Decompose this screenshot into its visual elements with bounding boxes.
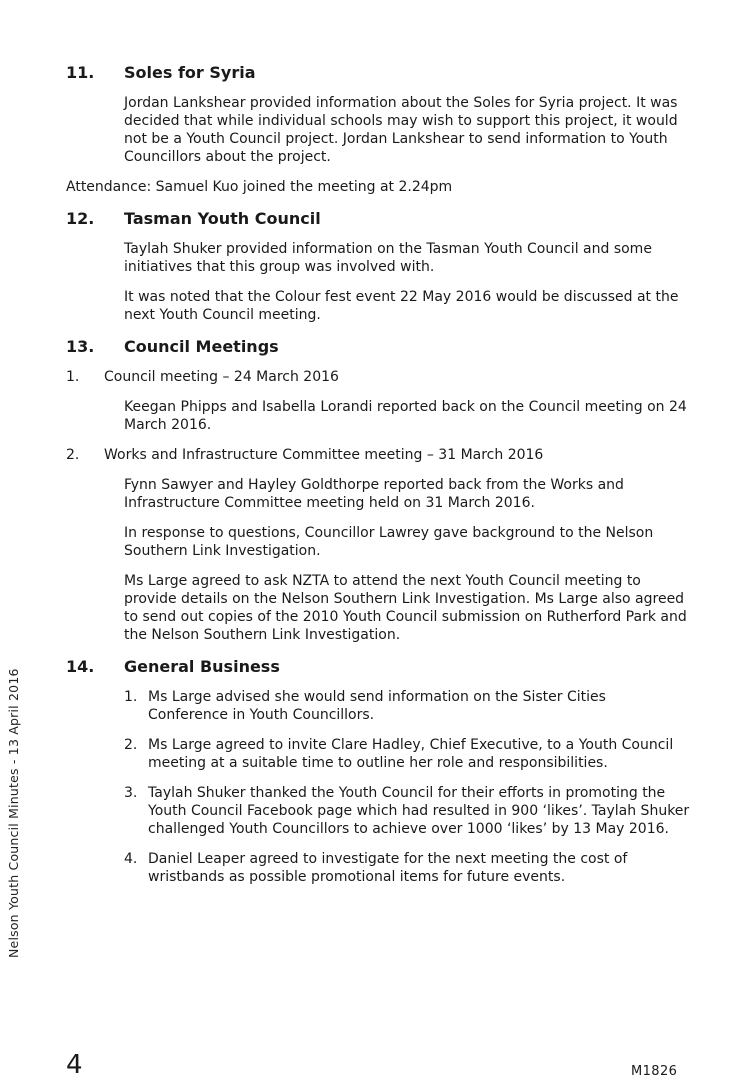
subsection-heading (66, 368, 706, 386)
section-paragraph: In response to questions, Councillor Lawrey gave background to the Nelson Southern Link Investigation. (124, 525, 654, 559)
subsection-title: Works and Infrastructure Committee meeting – 31 March 2016 (104, 447, 544, 463)
section-number: 11. (66, 63, 95, 82)
section-paragraph: It was noted that the Colour fest event 22 May 2016 would be discussed at the next Youth Council meeting. (124, 289, 679, 323)
section-title: General Business (124, 657, 280, 676)
section-heading (66, 336, 706, 358)
subsection-title: Council meeting – 24 March 2016 (104, 369, 339, 385)
list-item-number: 1. (124, 689, 138, 705)
side-document-label: Nelson Youth Council Minutes - 13 April 2016 (6, 668, 21, 958)
section-paragraph: Jordan Lankshear provided information about the Soles for Syria project. It was decided that while individual schools may wish to support this project, it would not be a Youth Council project. Jordan Lankshear to send information to Youth Councillors about the project. (124, 95, 678, 165)
list-item-text: Ms Large agreed to invite Clare Hadley, Chief Executive, to a Youth Council meeting at a suitable time to outline her role and responsibilities. (148, 737, 674, 771)
section-number: 12. (66, 209, 95, 228)
list-item-number: 4. (124, 851, 138, 867)
list-item-number: 3. (124, 785, 138, 801)
list-item (124, 688, 690, 724)
page-content (66, 62, 706, 898)
list-item-text: Daniel Leaper agreed to investigate for the next meeting the cost of wristbands as possible promotional items for future events. (148, 851, 628, 885)
attendance-note: Attendance: Samuel Kuo joined the meeting at 2.24pm (66, 179, 453, 195)
document-code: M1826 (631, 1064, 678, 1079)
section-heading (66, 62, 706, 84)
section-number: 14. (66, 657, 95, 676)
list-item-text: Taylah Shuker thanked the Youth Council for their efforts in promoting the Youth Council Facebook page which had resulted in 900 ‘likes’. Taylah Shuker challenged Youth Councillors to achieve over 1000 ‘likes’ by 13 May 2016. (148, 785, 690, 837)
section-paragraph: Keegan Phipps and Isabella Lorandi reported back on the Council meeting on 24 March 2016. (124, 399, 687, 433)
general-business-list (124, 688, 690, 886)
section-paragraph: Taylah Shuker provided information on the Tasman Youth Council and some initiatives that this group was involved with. (124, 241, 652, 275)
section-paragraph: Ms Large agreed to ask NZTA to attend the next Youth Council meeting to provide details on the Nelson Southern Link Investigation. Ms Large also agreed to send out copies of the 2010 Youth Council submission on Rutherford Park and the Nelson Southern Link Investigation. (124, 573, 687, 643)
section-title: Soles for Syria (124, 63, 256, 82)
page-number: 4 (66, 1050, 83, 1080)
subsection-number: 2. (66, 447, 80, 463)
list-item-number: 2. (124, 737, 138, 753)
section-title: Tasman Youth Council (124, 209, 321, 228)
section-heading (66, 656, 706, 678)
subsection-heading (66, 446, 706, 464)
list-item-text: Ms Large advised she would send information on the Sister Cities Conference in Youth Councillors. (148, 689, 606, 723)
list-item (124, 736, 690, 772)
list-item (124, 784, 690, 838)
section-heading (66, 208, 706, 230)
section-title: Council Meetings (124, 337, 279, 356)
subsection-number: 1. (66, 369, 80, 385)
section-number: 13. (66, 337, 95, 356)
section-paragraph: Fynn Sawyer and Hayley Goldthorpe reported back from the Works and Infrastructure Committee meeting held on 31 March 2016. (124, 477, 624, 511)
list-item (124, 850, 690, 886)
